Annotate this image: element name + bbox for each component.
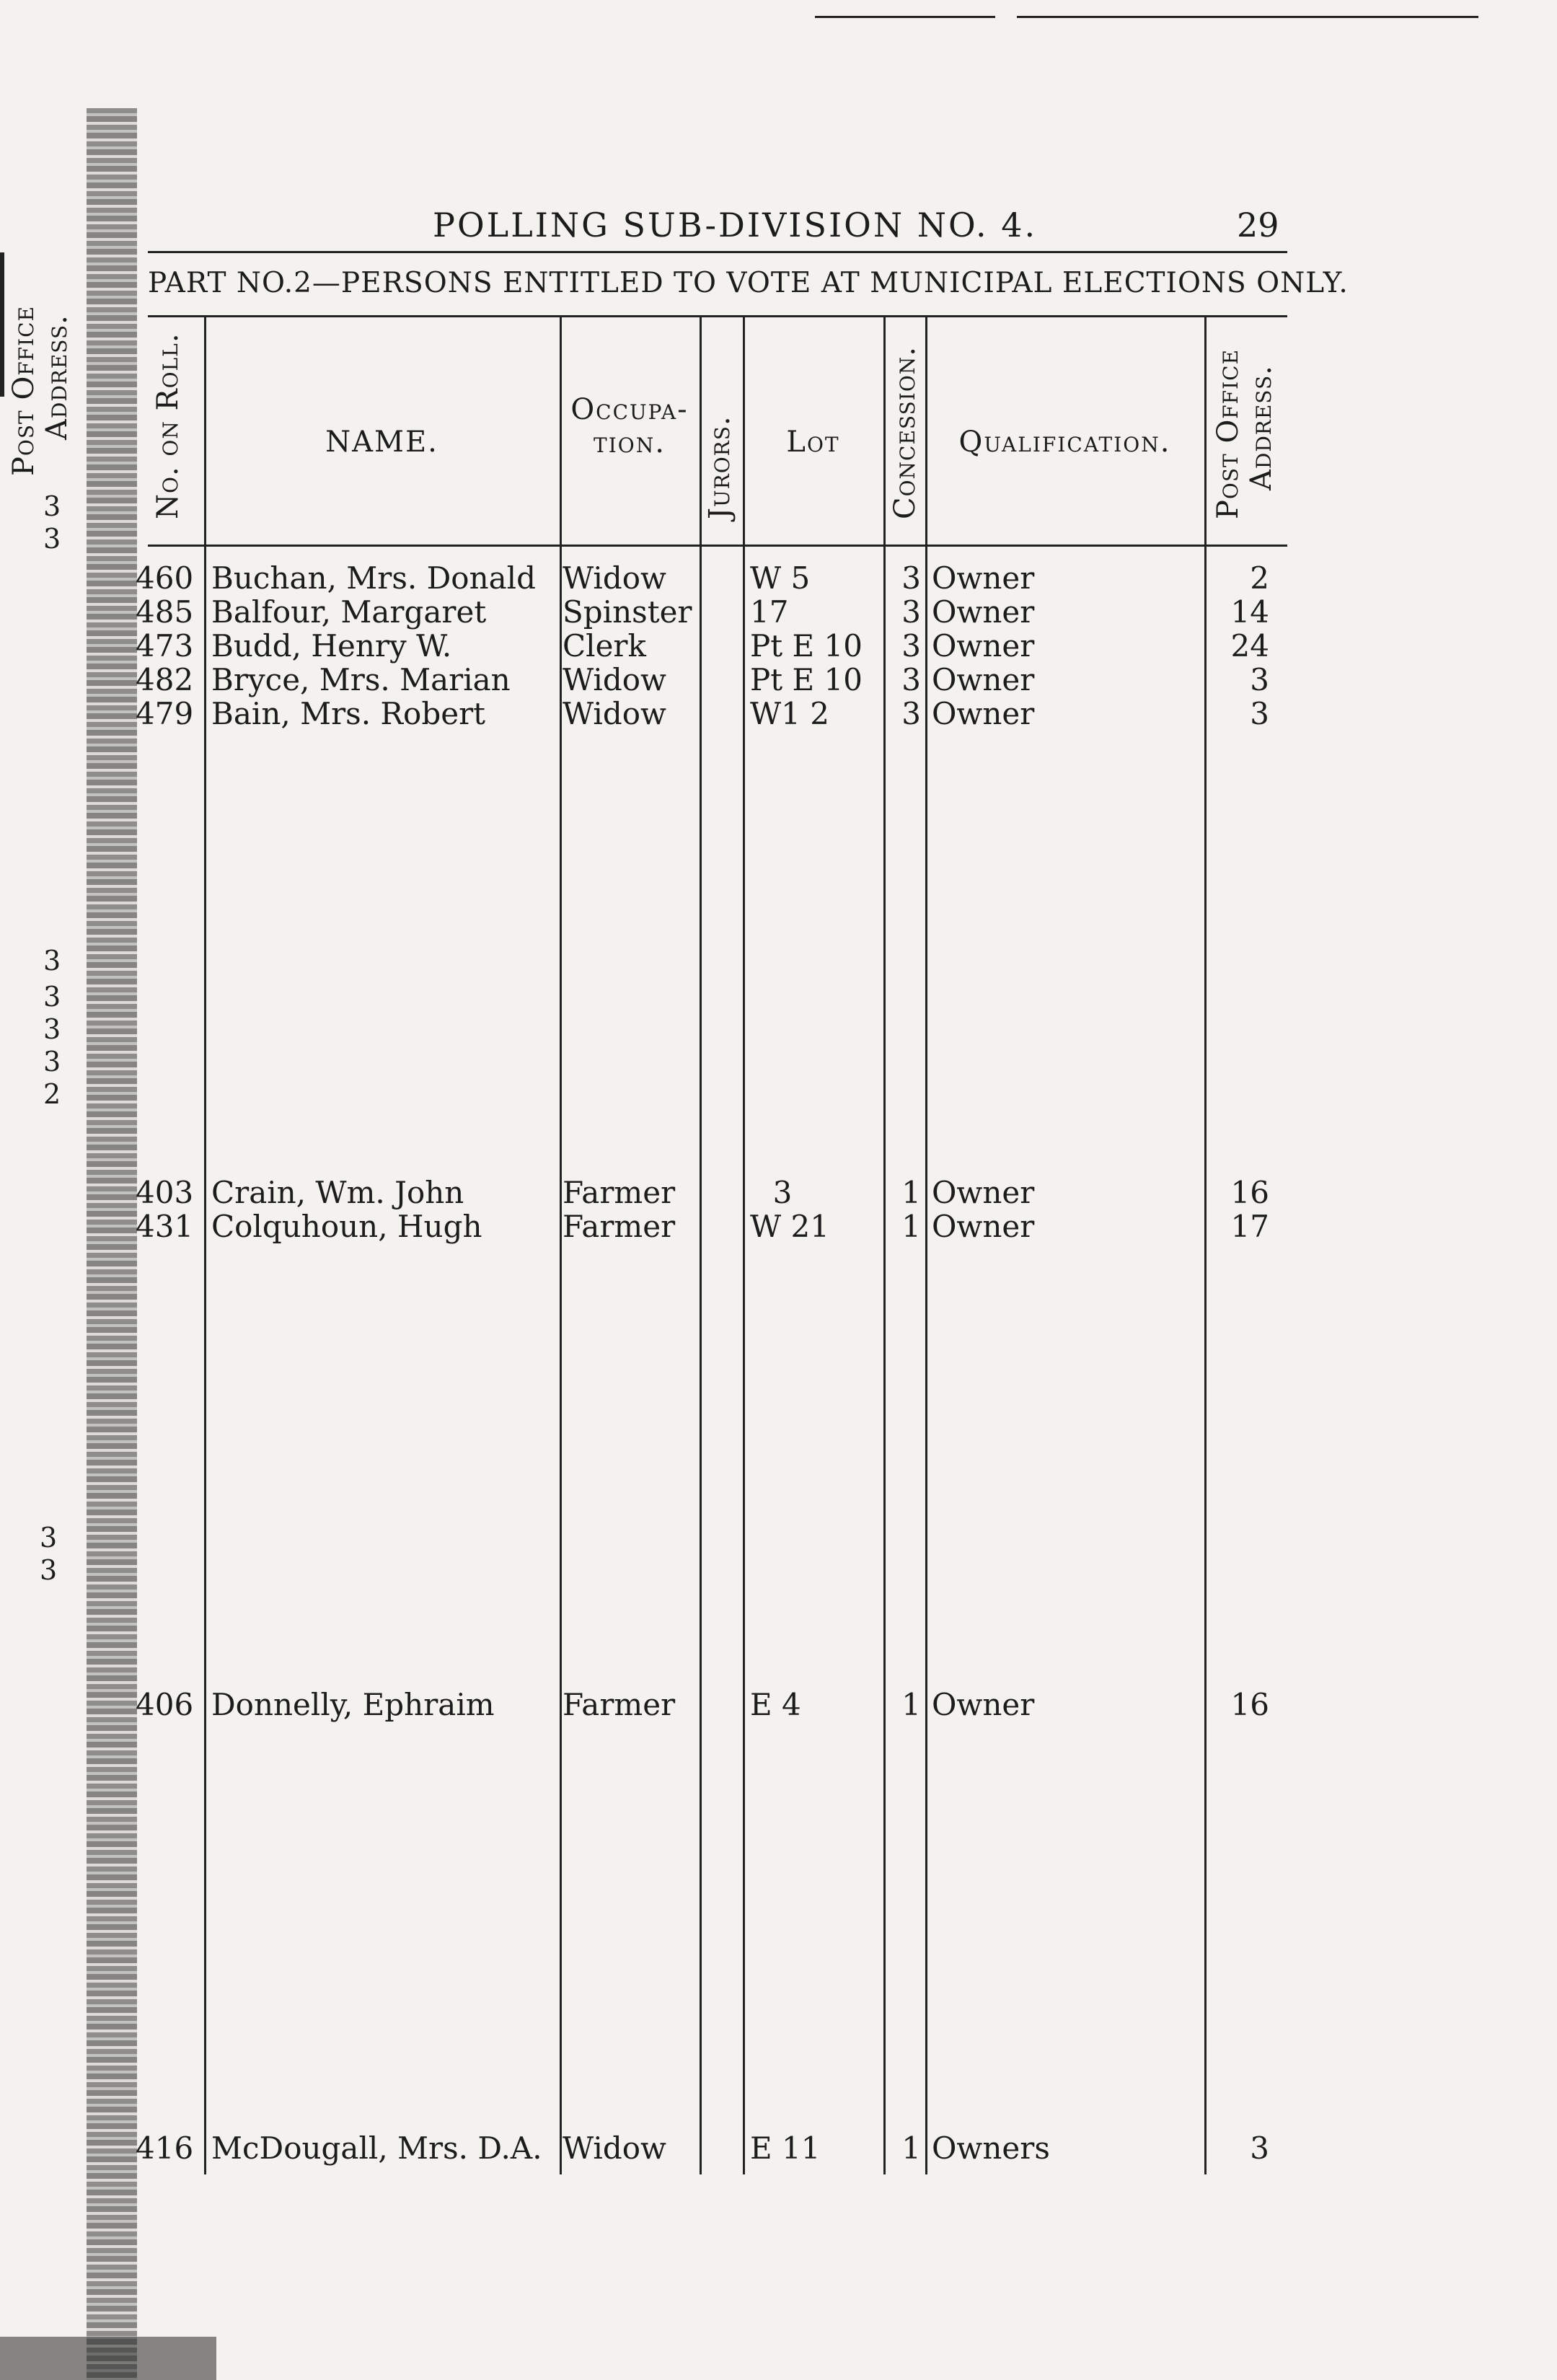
cell-roll: 416 — [136, 2130, 194, 2166]
margin-number: 3 — [43, 1013, 61, 1045]
margin-number: 2 — [43, 1078, 61, 1110]
cell-concession: 3 — [901, 662, 921, 697]
col-header-lot: Lot — [786, 426, 840, 459]
margin-number: 3 — [43, 981, 61, 1013]
cell-name: Donnelly, Ephraim — [211, 1687, 495, 1722]
cell-post-office: 17 — [1230, 1209, 1269, 1244]
cell-lot: W 21 — [750, 1209, 829, 1244]
cell-occupation: Widow — [563, 662, 666, 697]
col-header-concession: Concession. — [888, 345, 922, 519]
cell-lot: W 5 — [750, 560, 811, 596]
cell-qualification: Owner — [932, 662, 1035, 697]
cell-qualification: Owner — [932, 1175, 1035, 1210]
margin-header-line2: Address. — [40, 314, 74, 440]
margin-rule — [0, 252, 4, 397]
cell-name: Crain, Wm. John — [211, 1175, 464, 1210]
page-gutter-shadow — [87, 108, 137, 2380]
cell-name: Colquhoun, Hugh — [211, 1209, 482, 1244]
cell-occupation: Widow — [563, 2130, 666, 2166]
cell-post-office: 3 — [1250, 662, 1269, 697]
column-rule — [743, 317, 745, 2174]
cell-name: Bryce, Mrs. Marian — [211, 662, 511, 697]
cell-qualification: Owner — [932, 696, 1035, 731]
margin-number: 3 — [40, 1554, 58, 1586]
cell-roll: 485 — [136, 594, 194, 630]
column-rule — [204, 317, 206, 2174]
margin-number: 3 — [43, 1046, 61, 1077]
cell-concession: 1 — [901, 2130, 921, 2166]
column-rule — [1204, 317, 1207, 2174]
col-header-post-office-line1: Post Office — [1212, 348, 1245, 519]
cell-occupation: Widow — [563, 696, 666, 731]
cell-post-office: 16 — [1230, 1175, 1269, 1210]
margin-number: 3 — [43, 523, 61, 555]
cell-occupation: Farmer — [563, 1687, 676, 1722]
part-title: PART NO.2—PERSONS ENTITLED TO VOTE AT MUNICIPAL ELECTIONS ONLY. — [148, 267, 1349, 299]
cell-concession: 3 — [901, 594, 921, 630]
cell-lot: Pt E 10 — [750, 628, 863, 664]
running-title: POLLING SUB-DIVISION NO. 4. — [433, 206, 1038, 244]
margin-number: 3 — [43, 490, 61, 522]
cell-name: Budd, Henry W. — [211, 628, 452, 664]
cell-lot: E 11 — [750, 2130, 821, 2166]
cell-concession: 3 — [901, 560, 921, 596]
cell-post-office: 3 — [1250, 696, 1269, 731]
page-edge-shadow — [0, 2337, 216, 2380]
col-header-occupation-line1: Occupa- — [570, 393, 689, 426]
cell-concession: 1 — [901, 1209, 921, 1244]
cell-post-office: 24 — [1230, 628, 1269, 664]
col-header-occupation — [560, 393, 700, 459]
margin-number: 3 — [40, 1522, 58, 1553]
col-header-name: NAME. — [325, 426, 438, 459]
cell-concession: 3 — [901, 696, 921, 731]
cell-lot: E 4 — [750, 1687, 801, 1722]
cell-post-office: 2 — [1250, 560, 1269, 596]
page-number: 29 — [1237, 206, 1279, 244]
cell-concession: 1 — [901, 1687, 921, 1722]
cell-name: Bain, Mrs. Robert — [211, 696, 486, 731]
cell-concession: 3 — [901, 628, 921, 664]
cell-name: Buchan, Mrs. Donald — [211, 560, 536, 596]
column-rule — [925, 317, 927, 2174]
cell-post-office: 3 — [1250, 2130, 1269, 2166]
column-rule — [700, 317, 702, 2174]
col-header-jurors: Jurors. — [703, 415, 736, 519]
cell-lot: 17 — [750, 594, 789, 630]
column-rule — [560, 317, 562, 2174]
cell-name: Balfour, Margaret — [211, 594, 487, 630]
cell-qualification: Owner — [932, 560, 1035, 596]
col-header-post-office-line2: Address. — [1245, 365, 1278, 490]
margin-header — [7, 306, 74, 476]
cell-roll: 479 — [136, 696, 194, 731]
cell-occupation: Farmer — [563, 1175, 676, 1210]
rule-under-title — [148, 251, 1287, 253]
cell-qualification: Owner — [932, 594, 1035, 630]
cell-roll: 460 — [136, 560, 194, 596]
scan-mark — [815, 16, 995, 18]
rule-under-headers — [148, 545, 1287, 547]
scan-mark — [1017, 16, 1478, 18]
col-header-post-office — [1212, 349, 1278, 519]
cell-occupation: Widow — [563, 560, 666, 596]
cell-roll: 473 — [136, 628, 194, 664]
cell-qualification: Owner — [932, 1687, 1035, 1722]
cell-post-office: 14 — [1230, 594, 1269, 630]
cell-occupation: Spinster — [563, 594, 692, 630]
cell-concession: 1 — [901, 1175, 921, 1210]
cell-lot: 3 — [772, 1175, 793, 1210]
cell-name: McDougall, Mrs. D.A. — [211, 2130, 542, 2166]
cell-roll: 403 — [136, 1175, 194, 1210]
cell-post-office: 16 — [1230, 1687, 1269, 1722]
col-header-qualification: Qualification. — [958, 426, 1171, 459]
cell-roll: 482 — [136, 662, 194, 697]
rule-under-part-title — [148, 315, 1287, 317]
cell-roll: 406 — [136, 1687, 194, 1722]
margin-number: 3 — [43, 945, 61, 977]
cell-lot: W1 2 — [750, 696, 829, 731]
cell-roll: 431 — [136, 1209, 194, 1244]
col-header-roll: No. on Roll. — [151, 332, 185, 519]
cell-qualification: Owner — [932, 628, 1035, 664]
cell-qualification: Owners — [932, 2130, 1050, 2166]
cell-qualification: Owner — [932, 1209, 1035, 1244]
margin-header-line1: Post Office — [7, 305, 40, 476]
col-header-occupation-line2: tion. — [594, 426, 666, 459]
cell-lot: Pt E 10 — [750, 662, 863, 697]
cell-occupation: Farmer — [563, 1209, 676, 1244]
cell-occupation: Clerk — [563, 628, 646, 664]
